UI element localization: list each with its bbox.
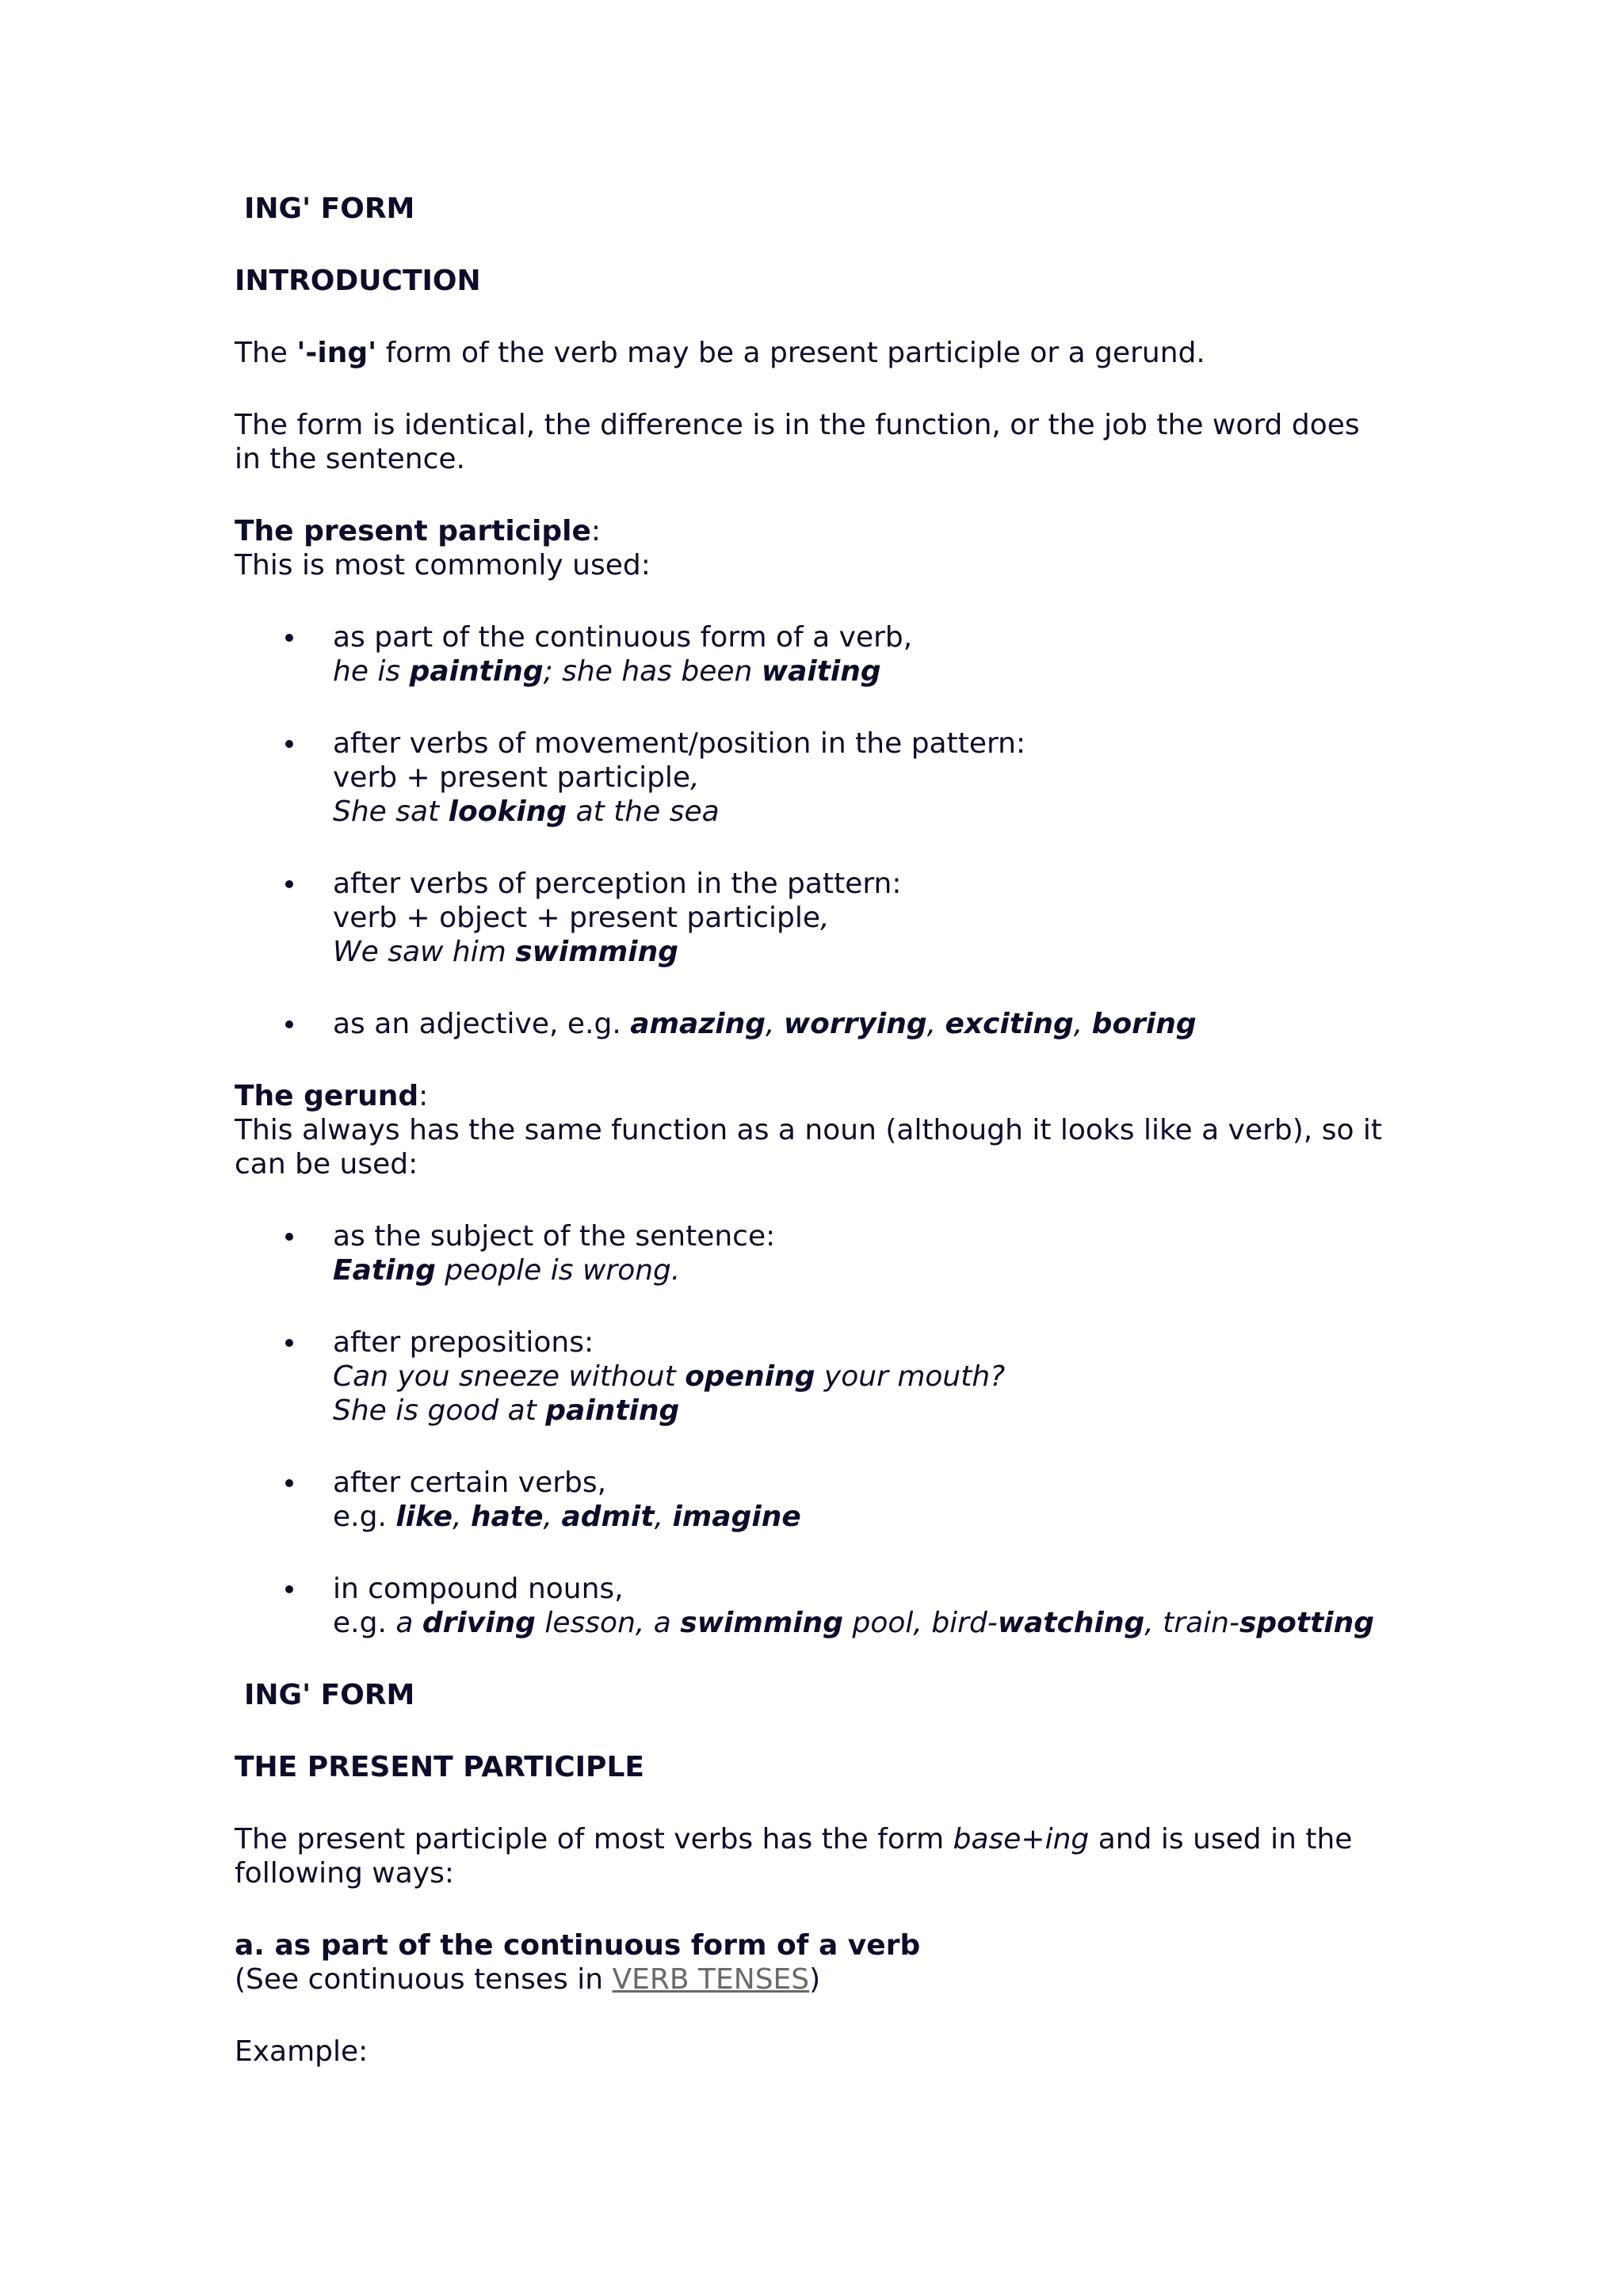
page-title: ING' FORM <box>244 193 415 225</box>
list-item <box>235 1325 1392 1428</box>
item-text: after prepositions: <box>333 1326 594 1359</box>
list-item <box>235 1572 1392 1640</box>
item-example: She sat looking at the sea <box>333 795 720 828</box>
participle-intro: This is most commonly used: <box>235 549 651 582</box>
ing-term: '-ing' <box>296 337 377 369</box>
intro-heading: INTRODUCTION <box>235 265 481 297</box>
list-item <box>235 1466 1392 1534</box>
list-item <box>235 1219 1392 1287</box>
document <box>235 192 1392 2069</box>
item-text: after verbs of movement/position in the pattern: <box>333 727 1026 760</box>
participle-list <box>235 620 1392 1041</box>
gerund-list <box>235 1219 1392 1640</box>
item-text: as an adjective, e.g. amazing, worrying, exciting, boring <box>333 1008 1197 1040</box>
list-item <box>235 727 1392 829</box>
pp-a-note: (See continuous tenses in VERB TENSES) <box>235 1963 821 1996</box>
item-pattern: verb + present participle, <box>333 761 700 794</box>
gerund-section <box>235 1079 1392 1640</box>
item-example: She is good at painting <box>333 1394 680 1427</box>
list-item <box>235 620 1392 688</box>
item-text: in compound nouns, <box>333 1573 624 1605</box>
section-title-2: ING' FORM <box>244 1679 415 1711</box>
item-example: he is painting; she has been waiting <box>333 655 881 688</box>
participle-label-line <box>235 514 1392 548</box>
item-example: Can you sneeze without opening your mouth? <box>333 1360 1006 1393</box>
list-item <box>235 867 1392 969</box>
intro-paragraph-2: The form is identical, the difference is in the function, or the job the word does in the sentence. <box>235 409 1360 475</box>
pp-subsection-a <box>235 1928 1392 1997</box>
participle-section <box>235 514 1392 1041</box>
gerund-intro: This always has the same function as a noun (although it looks like a verb), so it can be used: <box>235 1114 1383 1180</box>
pp-a-label: a. as part of the continuous form of a verb <box>235 1929 921 1962</box>
item-example: Eating people is wrong. <box>333 1254 681 1287</box>
item-text: as part of the continuous form of a verb, <box>333 621 913 654</box>
pp-paragraph: The present participle of most verbs has the form base+ing and is used in the following ways: <box>235 1823 1353 1890</box>
item-text: after certain verbs, <box>333 1466 607 1499</box>
example-label: Example: <box>235 2035 369 2068</box>
list-item <box>235 1007 1392 1041</box>
gerund-colon: : <box>418 1080 429 1112</box>
intro-paragraph-1 <box>235 336 1392 370</box>
item-example: e.g. like, hate, admit, imagine <box>333 1501 801 1533</box>
intro-p1-text: The <box>235 337 297 369</box>
item-pattern: verb + object + present participle, <box>333 902 830 934</box>
participle-label: The present participle <box>235 515 591 547</box>
verb-tenses-link[interactable]: VERB TENSES <box>612 1963 810 1996</box>
item-text: after verbs of perception in the pattern: <box>333 868 902 900</box>
gerund-label: The gerund <box>235 1080 419 1112</box>
item-text: as the subject of the sentence: <box>333 1220 776 1253</box>
item-example: We saw him swimming <box>333 936 679 968</box>
gerund-label-line <box>235 1079 1392 1113</box>
intro-p1-text-end: form of the verb may be a present participle or a gerund. <box>376 337 1205 369</box>
item-example: e.g. a driving lesson, a swimming pool, bird-watching, train-spotting <box>333 1607 1375 1639</box>
participle-colon: : <box>590 515 601 547</box>
present-participle-heading: THE PRESENT PARTICIPLE <box>235 1751 644 1783</box>
